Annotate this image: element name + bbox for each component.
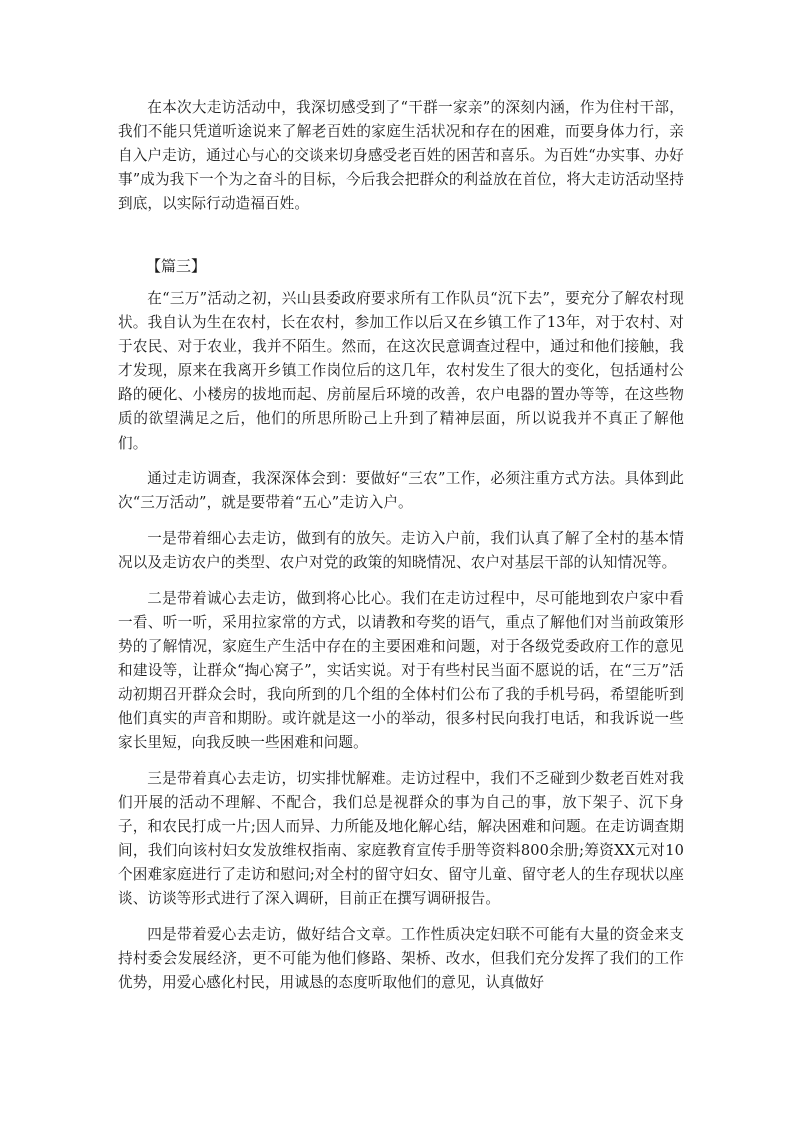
intro-section <box>118 96 684 216</box>
intro-paragraph: 在本次大走访活动中，我深切感受到了“干群一家亲”的深刻内涵，作为住村干部，我们不能只凭道听途说来了解老百姓的家庭生活状况和存在的困难，而要身体力行，亲自入户走访，通过心与心的交谈来切身感受老百姓的困苦和喜乐。为百姓“办实事、办好事”成为我下一个为之奋斗的目标，今后我会把群众的利益放在首位，将大走访活动坚持到底，以实际行动造福百姓。 <box>118 99 684 213</box>
section-body <box>118 287 684 1007</box>
body-paragraph: 一是带着细心去走访，做到有的放矢。走访入户前，我们认真了解了全村的基本情况以及走访农户的类型、农户对党的政策的知晓情况、农户对基层干部的认知情况等。 <box>118 529 684 571</box>
body-paragraph: 四是带着爱心去走访，做好结合文章。工作性质决定妇联不可能有大量的资金来支持村委会发展经济，更不可能为他们修路、架桥、改水，但我们充分发挥了我们的工作优势，用爱心感化村民，用诚恳的态度听取他们的意见，认真做好 <box>118 925 684 991</box>
body-paragraph: 三是带着真心去走访，切实排忧解难。走访过程中，我们不乏碰到少数老百姓对我们开展的活动不理解、不配合，我们总是视群众的事为自己的事，放下架子、沉下身子，和农民打成一片;因人而异、力所能及地化解心结，解决困难和问题。在走访调查期间，我们向该村妇女发放维权指南、家庭教育宣传手册等资料800余册;筹资XX元对10个困难家庭进行了走访和慰问;对全村的留守妇女、留守儿童、留守老人的生存现状以座谈、访谈等形式进行了深入调研，目前正在撰写调研报告。 <box>118 769 684 908</box>
section-title: 【篇三】 <box>146 257 207 275</box>
body-paragraph: 二是带着诚心去走访，做到将心比心。我们在走访过程中，尽可能地到农户家中看一看、听一听，采用拉家常的方式，以请教和夸奖的语气，重点了解他们对当前政策形势的了解情况，家庭生产生活中存在的主要困难和问题，对于各级党委政府工作的意见和建设等，让群众“掏心窝子”，实话实说。对于有些村民当面不愿说的话，在“三万”活动初期召开群众会时，我向所到的几个组的全体村们公布了我的手机号码，希望能听到他们真实的声音和期盼。或许就是这一小的举动，很多村民向我打电话，和我诉说一些家长里短，向我反映一些困难和问题。 <box>118 589 684 752</box>
body-paragraph: 通过走访调查，我深深体会到：要做好“三农”工作，必须注重方式方法。具体到此次“三万活动”，就是要带着“五心”走访入户。 <box>118 470 684 512</box>
body-paragraph: 在“三万”活动之初，兴山县委政府要求所有工作队员“沉下去”，要充分了解农村现状。我自认为生在农村，长在农村，参加工作以后又在乡镇工作了13年，对于农村、对于农民、对于农业，我并不陌生。然而，在这次民意调查过程中，通过和他们接触，我才发现，原来在我离开乡镇工作岗位后的这几年，农村发生了很大的变化，包括通村公路的硬化、小楼房的拔地而起、房前屋后环境的改善，农户电器的置办等等，在这些物质的欲望满足之后，他们的所思所盼己上升到了精神层面，所以说我并不真正了解他们。 <box>118 290 684 452</box>
